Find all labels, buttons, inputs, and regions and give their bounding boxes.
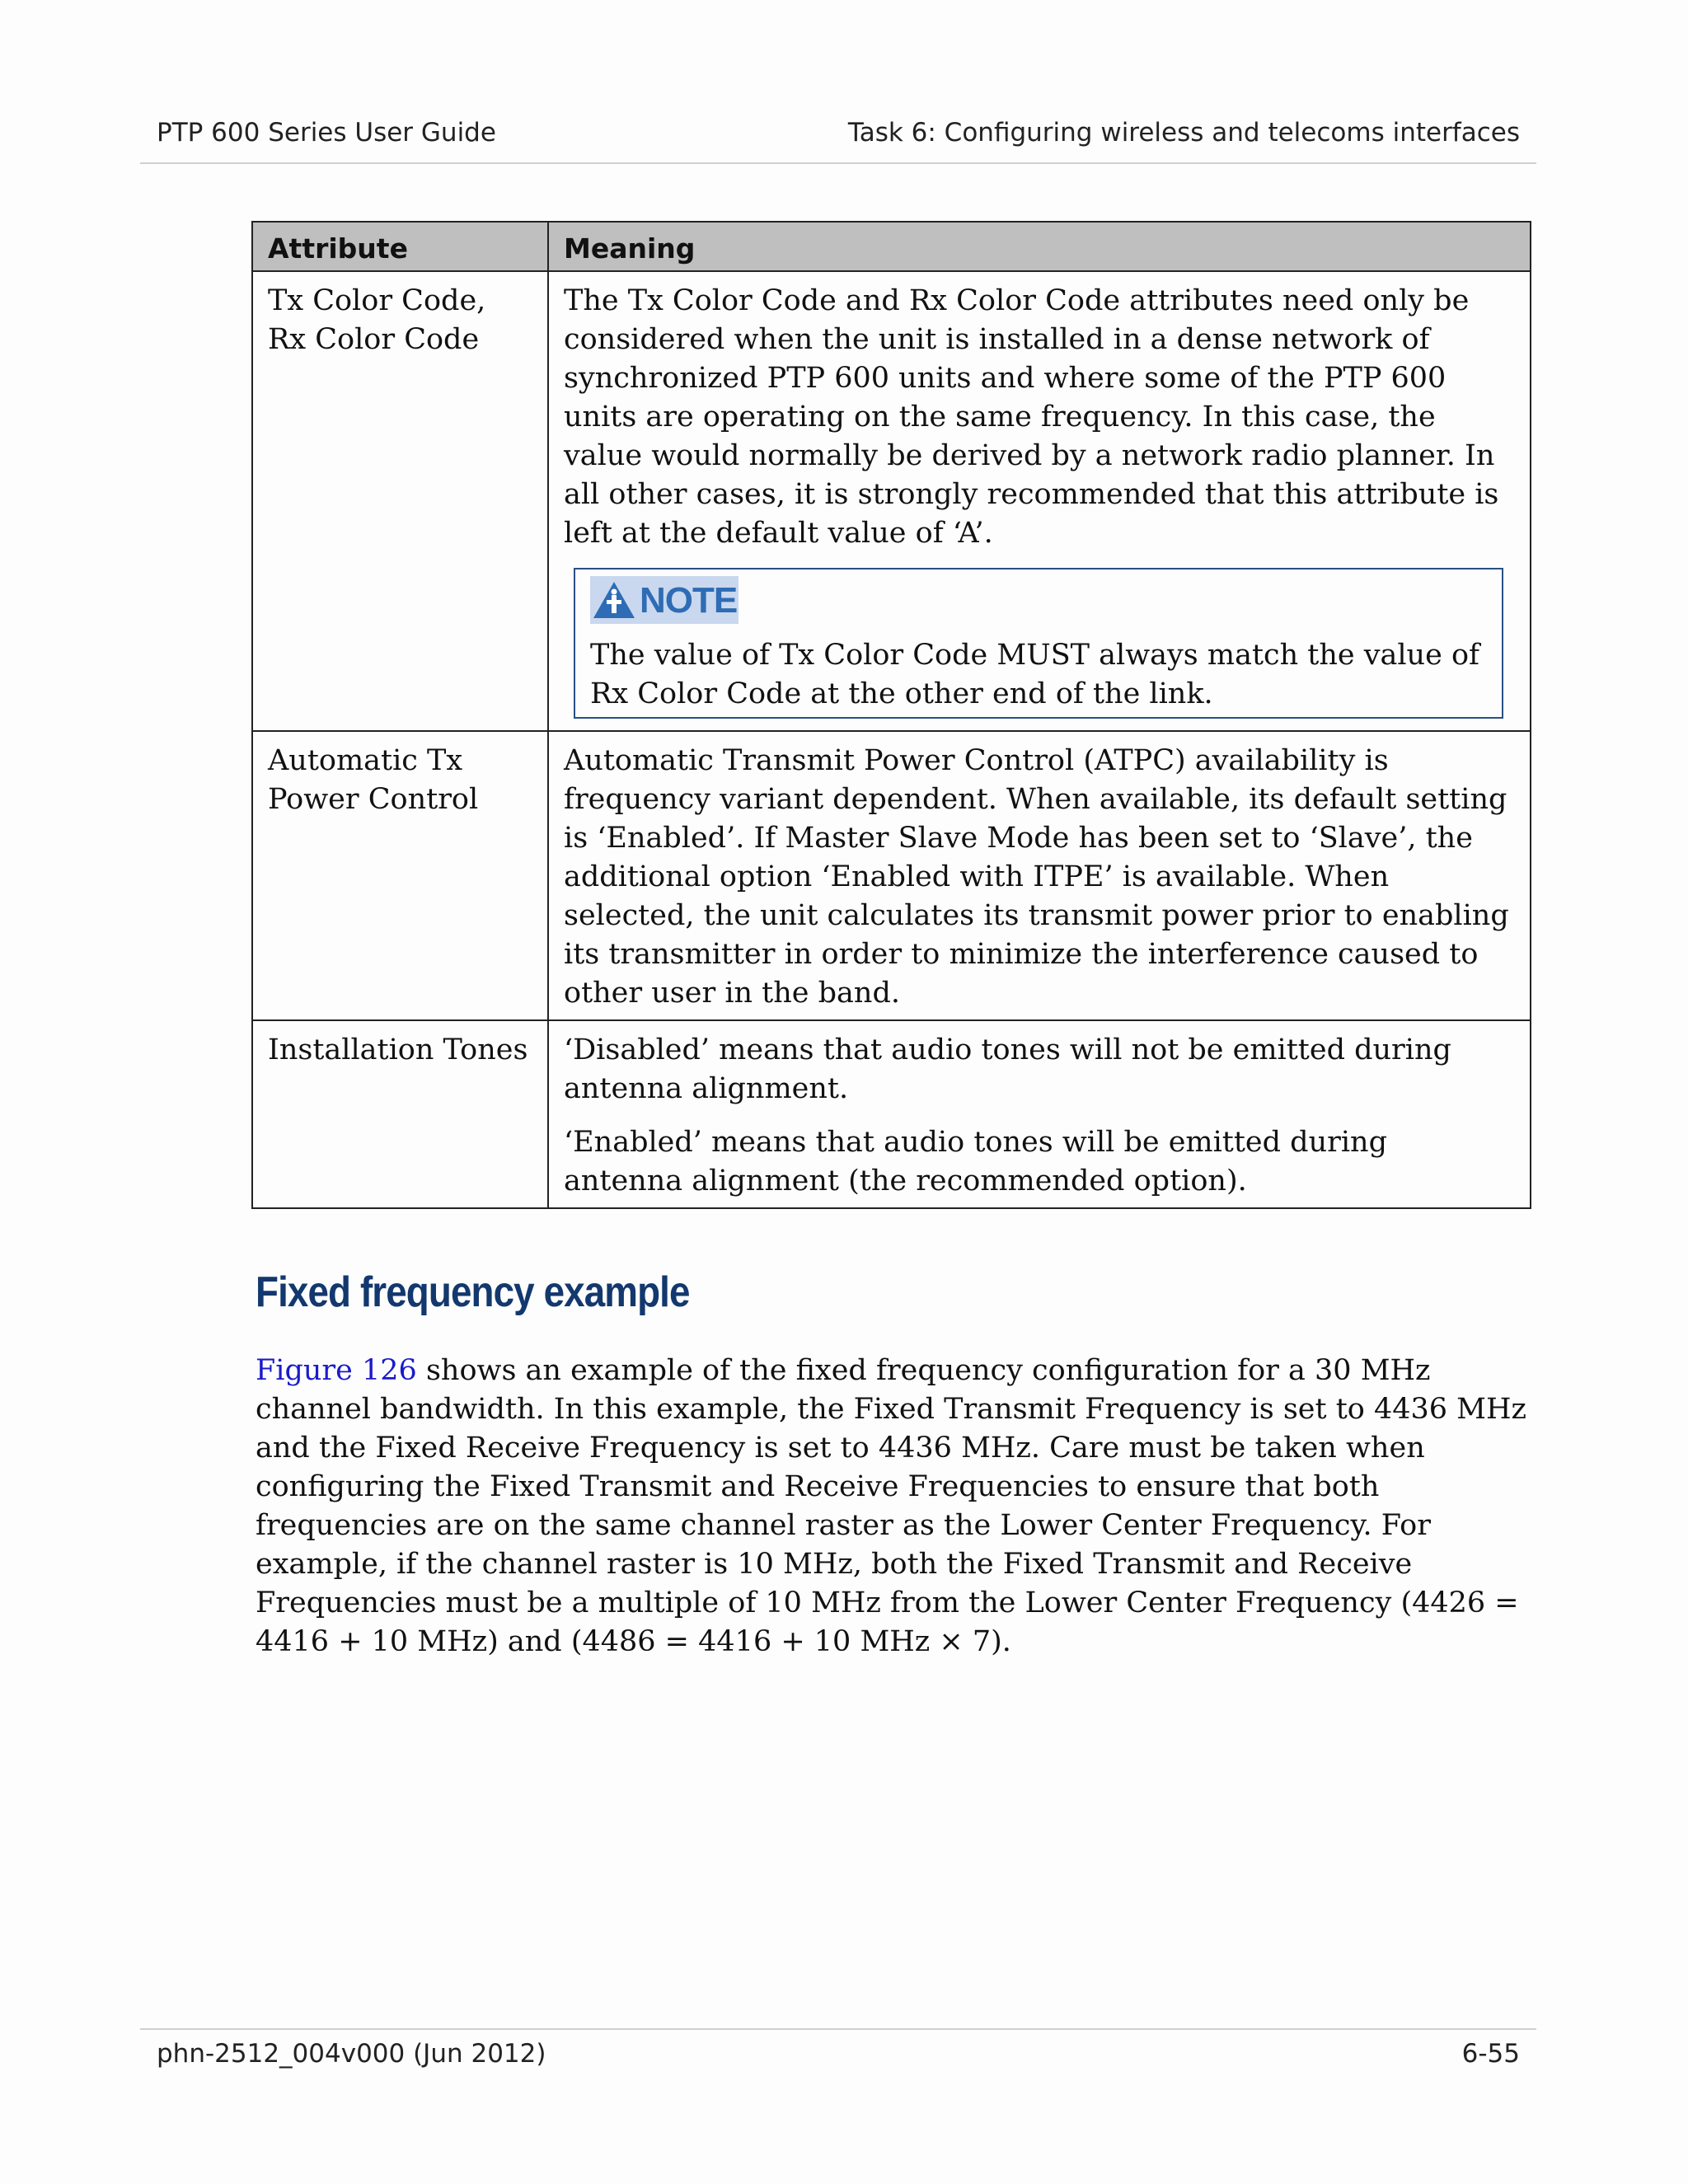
figure-link[interactable]: Figure 126 xyxy=(256,1354,417,1387)
meaning-cell xyxy=(548,1020,1531,1208)
meaning-cell xyxy=(548,731,1531,1020)
note-warning-icon xyxy=(592,579,636,621)
meaning-text: Automatic Transmit Power Control (ATPC) availability is frequency variant dependent. When available, its default setting is ‘Enabled’. If Master Slave Mode has been set to ‘Slave’, the additional option ‘Enabled with ITPE’ is available. When selected, the unit calculates its transmit power prior to enabling its transmitter in order to minimize the interference caused to other user in the band. xyxy=(564,744,1509,1010)
attribute-cell: Automatic Tx Power Control xyxy=(252,731,548,1020)
column-header-attribute: Attribute xyxy=(252,222,548,271)
page-number: 6-55 xyxy=(1461,2039,1520,2069)
body-paragraph xyxy=(256,1352,1541,1661)
header-divider xyxy=(140,162,1536,164)
table-row xyxy=(252,271,1531,731)
footer-divider xyxy=(140,2028,1536,2030)
table-row xyxy=(252,731,1531,1020)
attribute-cell: Tx Color Code, Rx Color Code xyxy=(252,271,548,731)
table-row xyxy=(252,1020,1531,1208)
footer-doc-id: phn-2512_004v000 (Jun 2012) xyxy=(157,2039,546,2069)
header-doc-title: PTP 600 Series User Guide xyxy=(157,118,496,148)
meaning-cell xyxy=(548,271,1531,731)
table-header-row xyxy=(252,222,1531,271)
meaning-text: The Tx Color Code and Rx Color Code attributes need only be considered when the unit is installed in a dense network of synchronized PTP 600 units and where some of the PTP 600 units are operating on the same frequency. In this case, the value would normally be derived by a network radio planner. In all other cases, it is strongly recommended that this attribute is left at the default value of ‘A’. xyxy=(564,284,1499,550)
meaning-text: ‘Enabled’ means that audio tones will be emitted during antenna alignment (the recommended option). xyxy=(564,1126,1387,1197)
note-box xyxy=(574,568,1503,719)
column-header-meaning: Meaning xyxy=(548,222,1531,271)
section-heading: Fixed frequency example xyxy=(256,1268,690,1316)
note-text: The value of Tx Color Code MUST always match the value of Rx Color Code at the other end of the link. xyxy=(590,639,1479,710)
note-label xyxy=(590,576,738,624)
page-header xyxy=(157,118,1520,148)
note-title: NOTE xyxy=(640,579,738,621)
attribute-cell: Installation Tones xyxy=(252,1020,548,1208)
page-footer xyxy=(157,2039,1520,2069)
header-section-title: Task 6: Configuring wireless and telecoms interfaces xyxy=(847,118,1520,148)
attribute-table xyxy=(251,221,1531,1209)
meaning-text: ‘Disabled’ means that audio tones will not be emitted during antenna alignment. xyxy=(564,1033,1451,1105)
paragraph-text: shows an example of the fixed frequency configuration for a 30 MHz channel bandwidth. In this example, the Fixed Transmit Frequency is set to 4436 MHz and the Fixed Receive Frequency is set to 4436 MHz. Care must be taken when configuring the Fixed Transmit and Receive Frequencies to ensure that both frequencies are on the same channel raster as the Lower Center Frequency. For example, if the channel raster is 10 MHz, both the Fixed Transmit and Receive Frequencies must be a multiple of 10 MHz from the Lower Center Frequency (4426 = 4416 + 10 MHz) and (4486 = 4416 + 10 MHz × 7). xyxy=(256,1354,1526,1658)
